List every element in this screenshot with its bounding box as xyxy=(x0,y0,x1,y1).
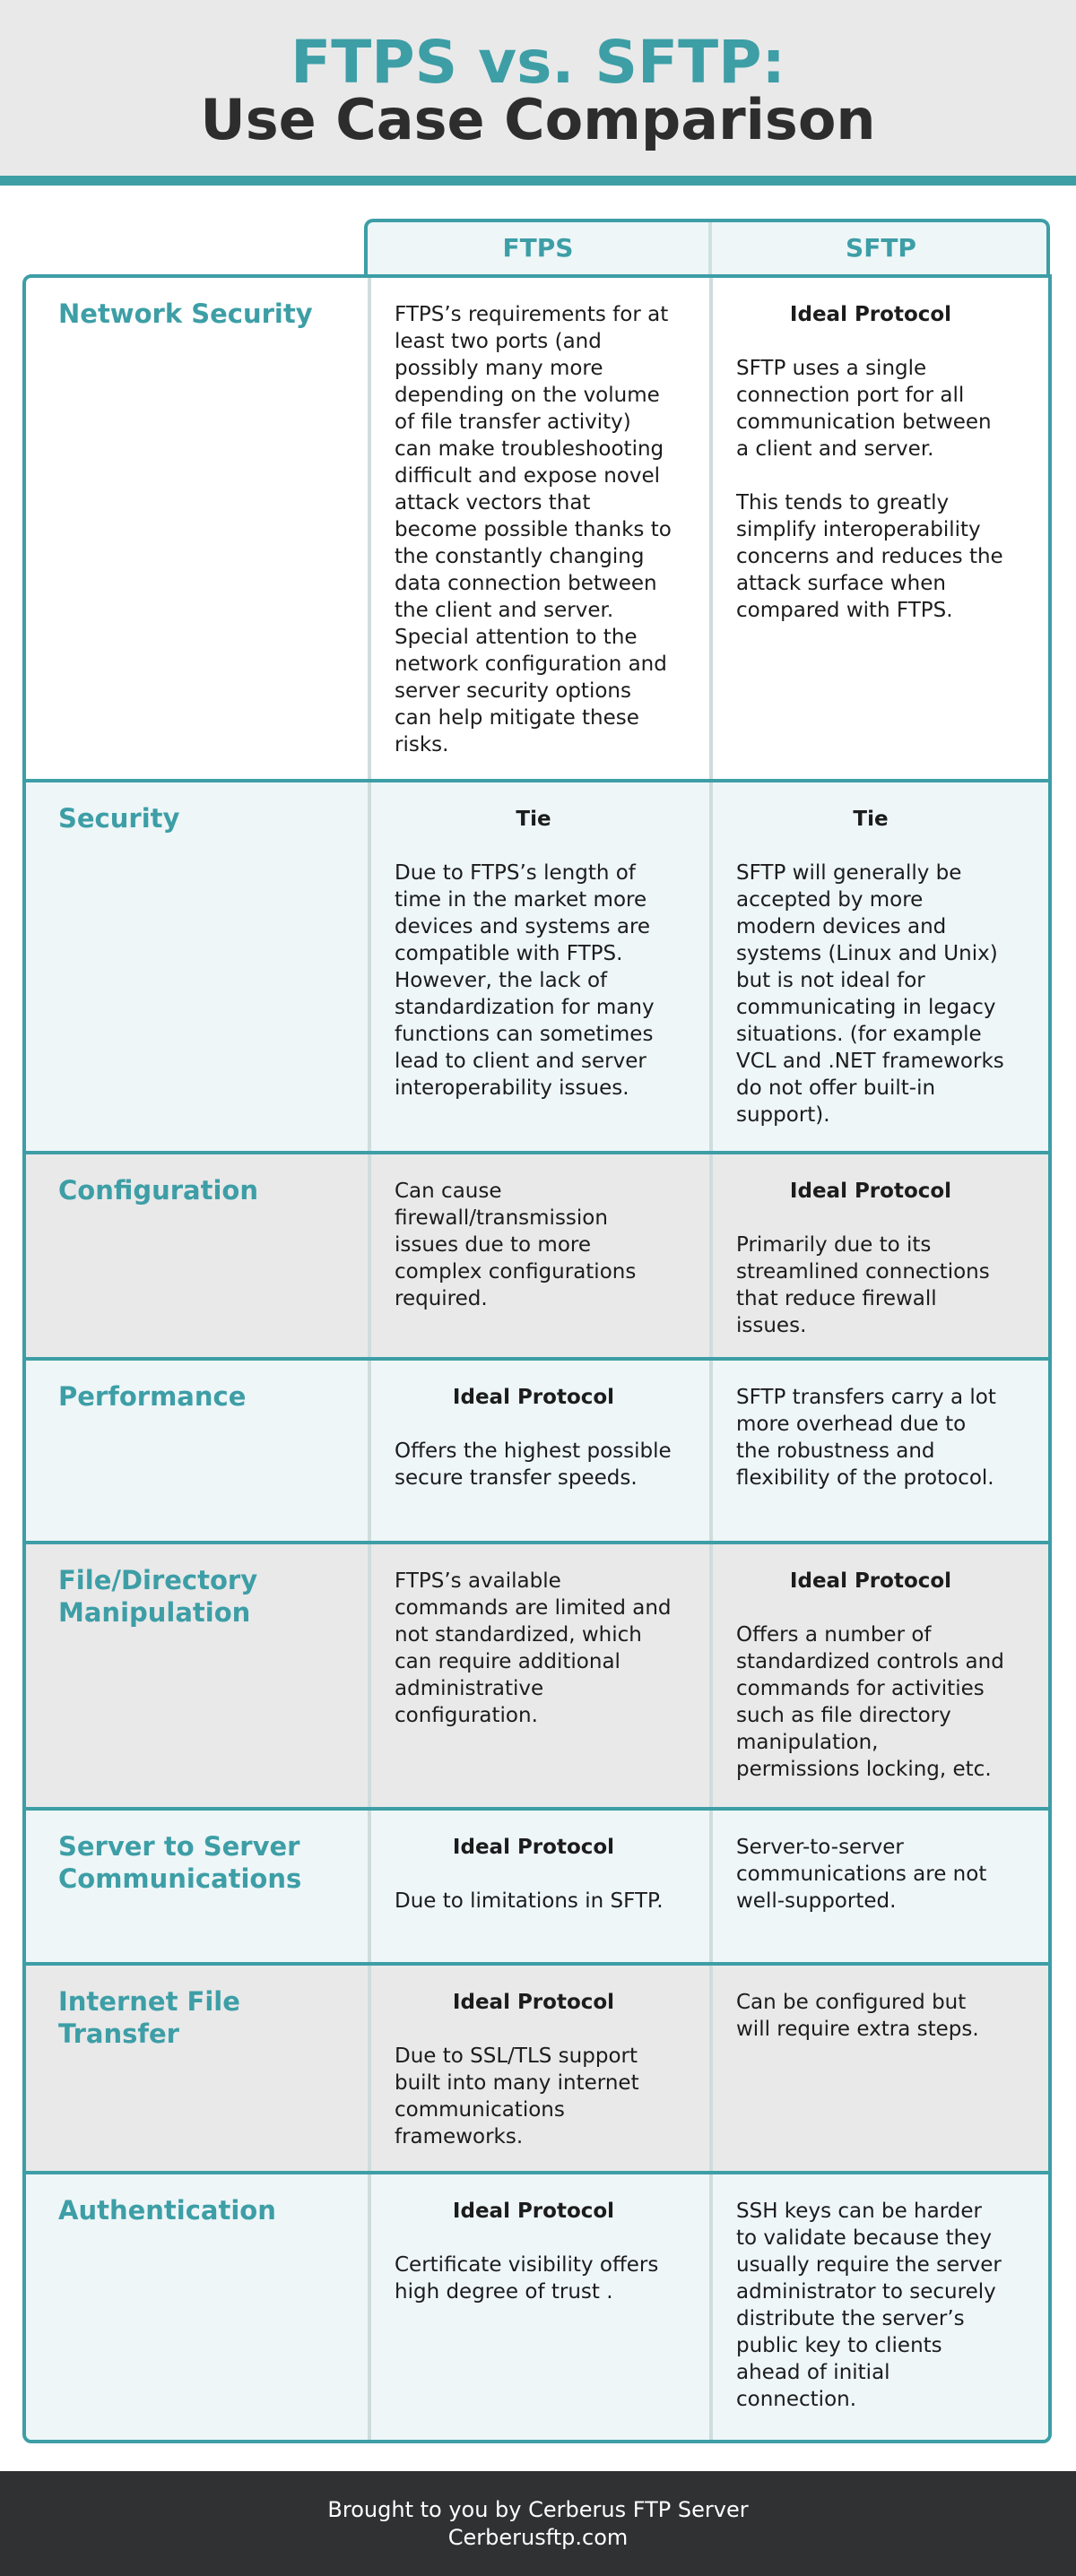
table-row xyxy=(26,1966,1048,2174)
cell-text: Certificate visibility offers high degree of trust . xyxy=(395,2253,659,2304)
row-label-security: Security xyxy=(58,803,180,834)
cell-divider xyxy=(368,1544,371,1807)
page-title: FTPS vs. SFTP: xyxy=(291,28,785,97)
ftps-cell xyxy=(395,1989,672,2150)
ftps-cell xyxy=(395,301,672,758)
ideal-protocol-badge: Ideal Protocol xyxy=(789,303,952,326)
ideal-protocol-badge: Ideal Protocol xyxy=(789,1180,952,1203)
cell-divider xyxy=(709,278,713,779)
row-label-network-security: Network Security xyxy=(58,298,313,329)
sftp-cell xyxy=(736,1989,1005,2043)
cell-divider xyxy=(368,2174,371,2440)
footer-website-link[interactable]: Cerberusftp.com xyxy=(447,2525,629,2550)
cell-text: SFTP transfers carry a lot more overhead due to the robustness and flexibility of the protocol. xyxy=(736,1386,996,1490)
cell-text: SFTP will generally be accepted by more modern devices and systems (Linux and Unix) but is not ideal for communicating in legacy situations. (for example VCL and .NET frameworks do not offer built-in support). xyxy=(736,861,1004,1127)
table-row xyxy=(26,782,1048,1154)
cell-divider xyxy=(368,782,371,1151)
header-divider xyxy=(0,176,1076,186)
cell-divider xyxy=(709,782,713,1151)
table-row xyxy=(26,1544,1048,1811)
cell-text: FTPS’s requirements for at least two ports (and possibly many more depending on the volume of file transfer activity) can make troubleshooting difficult and expose novel attack vectors that become possible thanks to the constantly changing data connection between the client and server. Special attention to the network configuration and server security options can help mitigate these risks. xyxy=(395,303,672,756)
column-header xyxy=(364,219,1050,274)
cell-divider xyxy=(709,1154,713,1357)
ftps-cell xyxy=(395,1834,672,1915)
table-row xyxy=(26,1811,1048,1966)
ftps-cell xyxy=(395,1178,672,1312)
sftp-cell xyxy=(736,806,1005,1128)
cell-divider xyxy=(709,2174,713,2440)
ftps-cell xyxy=(395,2198,672,2305)
table-row xyxy=(26,1154,1048,1361)
table-row xyxy=(26,2174,1048,2440)
cell-text: Primarily due to its streamlined connections that reduce firewall issues. xyxy=(736,1233,990,1337)
cell-divider xyxy=(368,1811,371,1962)
column-header-sftp: SFTP xyxy=(846,233,916,263)
cell-text: This tends to greatly simplify interoperability concerns and reduces the attack surface when compared with FTPS. xyxy=(736,491,1003,622)
cell-text: SFTP uses a single connection port for all communication between a client and server. xyxy=(736,357,992,461)
ftps-cell xyxy=(395,1568,672,1729)
ideal-protocol-badge: Ideal Protocol xyxy=(452,1386,615,1409)
cell-divider xyxy=(709,1811,713,1962)
cell-divider xyxy=(368,278,371,779)
cell-text: Due to limitations in SFTP. xyxy=(395,1889,664,1913)
footer xyxy=(0,2471,1076,2576)
cell-divider xyxy=(368,1154,371,1357)
ideal-protocol-badge: Ideal Protocol xyxy=(452,2200,615,2223)
sftp-cell xyxy=(736,1384,1005,1491)
row-label-server-to-server: Server to Server Communications xyxy=(58,1831,302,1894)
cell-divider xyxy=(368,1966,371,2171)
cell-text: Server-to-server communications are not well-supported. xyxy=(736,1836,987,1913)
sftp-cell xyxy=(736,1834,1005,1915)
sftp-cell xyxy=(736,2198,1005,2413)
cell-text: Can cause firewall/transmission issues due to more complex configurations required. xyxy=(395,1180,637,1310)
cell-divider xyxy=(709,1361,713,1541)
tie-badge: Tie xyxy=(853,808,889,831)
cell-text: SSH keys can be harder to validate because they usually require the server administrator to securely distribute the server’s public key to clients ahead of initial connection. xyxy=(736,2200,1002,2411)
row-label-file-directory-manipulation: File/Directory Manipulation xyxy=(58,1565,258,1628)
cell-text: FTPS’s available commands are limited and not standardized, which can require additional administrative configuration. xyxy=(395,1569,672,1727)
cell-text: Offers a number of standardized controls and commands for activities such as file directory manipulation, permissions locking, etc. xyxy=(736,1623,1004,1781)
cell-text: Offers the highest possible secure transfer speeds. xyxy=(395,1439,672,1490)
sftp-cell xyxy=(736,1178,1005,1339)
sftp-cell xyxy=(736,301,1005,624)
tie-badge: Tie xyxy=(516,808,551,831)
page-subtitle: Use Case Comparison xyxy=(200,87,876,152)
row-label-performance: Performance xyxy=(58,1381,247,1412)
comparison-table xyxy=(22,274,1052,2443)
cell-text: Due to SSL/TLS support built into many internet communications frameworks. xyxy=(395,2044,639,2148)
row-label-internet-file-transfer: Internet File Transfer xyxy=(58,1986,240,2049)
ideal-protocol-badge: Ideal Protocol xyxy=(452,1991,615,2014)
ideal-protocol-badge: Ideal Protocol xyxy=(452,1836,615,1859)
footer-credit: Brought to you by Cerberus FTP Server xyxy=(327,2497,749,2522)
cell-text: Can be configured but will require extra steps. xyxy=(736,1991,979,2041)
ideal-protocol-badge: Ideal Protocol xyxy=(789,1569,952,1593)
row-label-configuration: Configuration xyxy=(58,1175,258,1206)
cell-divider xyxy=(709,1544,713,1807)
row-label-authentication: Authentication xyxy=(58,2195,276,2226)
cell-divider xyxy=(709,1966,713,2171)
cell-divider xyxy=(368,1361,371,1541)
cell-text: Due to FTPS’s length of time in the market more devices and systems are compatible with FTPS. However, the lack of standardization for many functions can sometimes lead to client and server interoperability issues. xyxy=(395,861,655,1100)
ftps-cell xyxy=(395,1384,672,1491)
sftp-cell xyxy=(736,1568,1005,1783)
column-header-ftps: FTPS xyxy=(502,233,574,263)
table-row xyxy=(26,278,1048,782)
table-row xyxy=(26,1361,1048,1544)
ftps-cell xyxy=(395,806,672,1102)
